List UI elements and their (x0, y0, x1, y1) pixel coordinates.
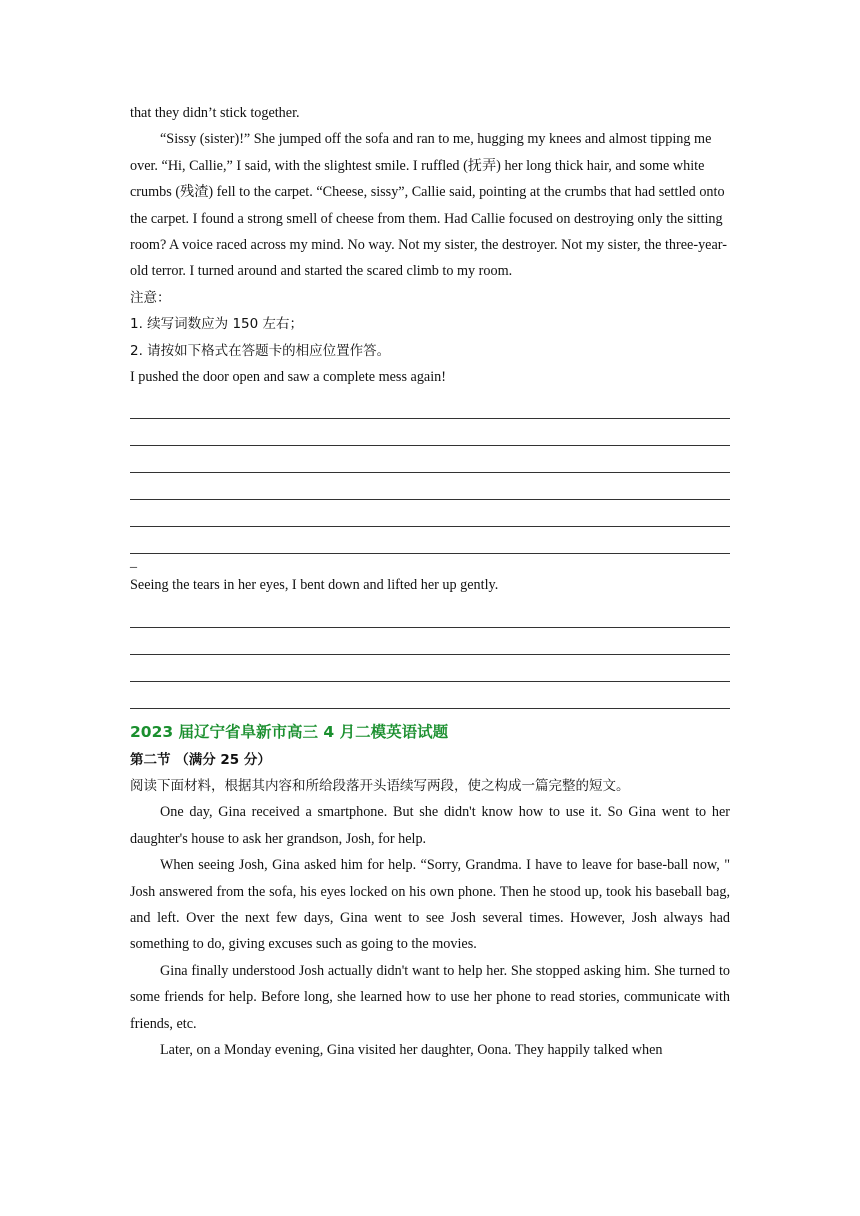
answer-line (130, 446, 730, 473)
answer-line (130, 473, 730, 500)
story-paragraph: that they didn’t stick together. (130, 105, 300, 121)
story-paragraph: Later, on a Monday evening, Gina visited her daughter, Oona. They happily talked when (160, 1041, 663, 1058)
answer-line (130, 655, 730, 682)
answer-line (130, 527, 730, 554)
notes-item: 1. 续写词数应为 150 左右； (130, 316, 304, 333)
paragraph-prompt: I pushed the door open and saw a complete mess again! (130, 369, 446, 386)
paragraph-prompt: Seeing the tears in her eyes, I bent down and lifted her up gently. (130, 577, 499, 594)
answer-lines-2 (130, 601, 730, 709)
story-paragraph: Gina finally understood Josh actually didn't want to help her. She stopped asking him. She turned to some friends for help. Before long, she learned how to use her phone to read stories, communicate with friends, etc. (130, 962, 730, 1032)
document-page (130, 100, 730, 1063)
trailing-underscore: _ (130, 555, 137, 571)
section-title: 2023 届辽宁省阜新市高三 4 月二模英语试题 (130, 722, 449, 741)
story-paragraph: When seeing Josh, Gina asked him for help. “Sorry, Grandma. I have to leave for base-ball now, " Josh answered from the sofa, his eyes locked on his own phone. Then he stood up, took his baseball bag, and left. Over the next few days, Gina went to see Josh several times. However, Josh always had something to do, giving excuses such as going to the movies. (130, 857, 730, 953)
story-paragraph: One day, Gina received a smartphone. But she didn't know how to use it. So Gina went to her daughter's house to ask her grandson, Josh, for help. (130, 804, 730, 847)
answer-line (130, 601, 730, 628)
instruction-text: 阅读下面材料，根据其内容和所给段落开头语续写两段，使之构成一篇完整的短文。 (130, 777, 630, 794)
notes-heading: 注意： (130, 289, 171, 306)
story-paragraph: “Sissy (sister)!” She jumped off the sofa and ran to me, hugging my knees and almost tipping me over. “Hi, Callie,” I said, with the slightest smile. I ruffled (抚弄) her long thick hair, and some white crumbs (残渣) fell to the carpet. “Cheese, sissy”, Callie said, pointing at the crumbs that had settled onto the carpet. I found a strong smell of cheese from them. Had Callie focused on destroying only the sitting room? A voice raced across my mind. No way. Not my sister, the destroyer. Not my sister, the three-year-old terror. I turned around and started the scared climb to my room. (130, 131, 727, 280)
answer-line (130, 500, 730, 527)
section-subtitle: 第二节 （满分 25 分） (130, 751, 271, 768)
answer-line (130, 682, 730, 709)
answer-line (130, 392, 730, 419)
notes-item: 2. 请按如下格式在答题卡的相应位置作答。 (130, 342, 391, 359)
answer-line (130, 419, 730, 446)
answer-lines-1 (130, 392, 730, 554)
answer-line (130, 628, 730, 655)
